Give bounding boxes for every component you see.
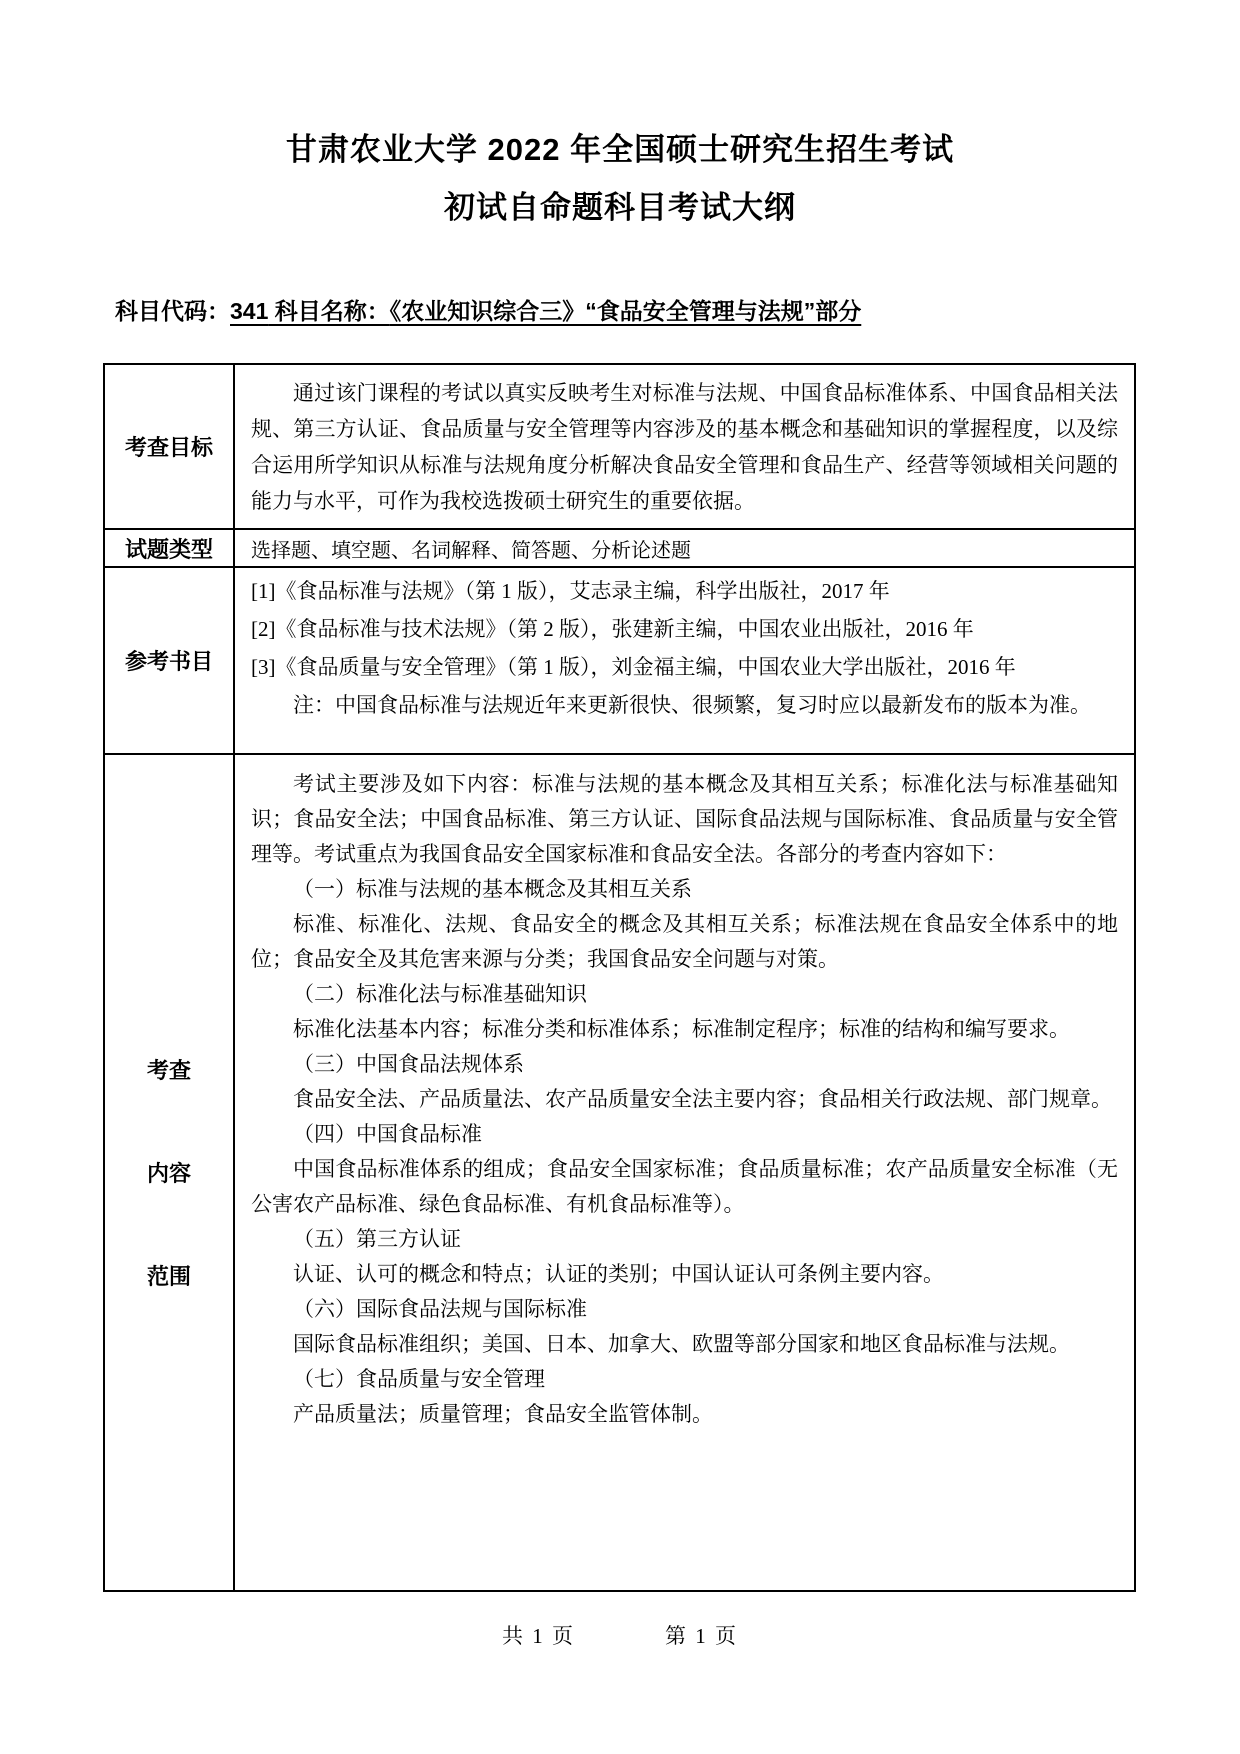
document-title-line2: 初试自命题科目考试大纲 — [444, 190, 796, 225]
footer-total-pages: 共 1 页 — [502, 1624, 575, 1648]
row-label-exam-scope — [105, 755, 235, 1590]
scope-label-word: 考查 — [146, 1058, 191, 1083]
scope-section-body: 标准、标准化、法规、食品安全的概念及其相互关系；标准法规在食品安全体系中的地位；食品安全及其危害来源与分类；我国食品安全问题与对策。 — [251, 912, 1118, 971]
question-types-text: 选择题、填空题、名词解释、简答题、分析论述题 — [251, 539, 691, 562]
scope-section-body: 产品质量法；质量管理；食品安全监管体制。 — [293, 1402, 713, 1426]
subject-code-label: 科目代码： — [115, 298, 230, 324]
exam-goals-cell — [235, 365, 1134, 530]
question-types-cell — [235, 530, 1134, 568]
scope-section-body: 国际食品标准组织；美国、日本、加拿大、欧盟等部分国家和地区食品标准与法规。 — [293, 1332, 1070, 1356]
subject-line — [115, 293, 1140, 326]
reference-item: [1]《食品标准与法规》（第 1 版），艾志录主编，科学出版社，2017 年 — [251, 579, 890, 603]
scope-section-heading: （三）中国食品法规体系 — [293, 1052, 524, 1076]
document-title-line1: 甘肃农业大学 2022 年全国硕士研究生招生考试 — [285, 132, 955, 167]
references-cell — [235, 568, 1134, 755]
row-label-references: 参考书目 — [105, 568, 235, 755]
subject-name: 《农业知识综合三》“食品安全管理与法规”部分 — [389, 298, 862, 324]
reference-item: [2]《食品标准与技术法规》（第 2 版），张建新主编，中国农业出版社，2016 年 — [251, 617, 974, 641]
scope-section-body: 标准化法基本内容；标准分类和标准体系；标准制定程序；标准的结构和编写要求。 — [293, 1017, 1070, 1041]
scope-label-word: 内容 — [146, 1161, 191, 1186]
reference-note: 注：中国食品标准与法规近年来更新很快、很频繁，复习时应以最新发布的版本为准。 — [293, 693, 1091, 717]
scope-section-body: 食品安全法、产品质量法、农产品质量安全法主要内容；食品相关行政法规、部门规章。 — [293, 1087, 1112, 1111]
scope-section-heading: （一）标准与法规的基本概念及其相互关系 — [293, 877, 692, 901]
scope-section-heading: （四）中国食品标准 — [293, 1122, 482, 1146]
syllabus-table — [103, 363, 1136, 1592]
subject-name-label: 科目名称： — [268, 298, 390, 324]
scope-section-heading: （六）国际食品法规与国际标准 — [293, 1297, 587, 1321]
row-label-question-types: 试题类型 — [105, 530, 235, 568]
scope-section-heading: （二）标准化法与标准基础知识 — [293, 982, 587, 1006]
scope-section-heading: （七）食品质量与安全管理 — [293, 1367, 545, 1391]
page-footer — [0, 1620, 1240, 1650]
exam-goals-text: 通过该门课程的考试以真实反映考生对标准与法规、中国食品标准体系、中国食品相关法规、第三方认证、食品质量与安全管理等内容涉及的基本概念和基础知识的掌握程度，以及综合运用所学知识从标准与法规角度分析解决食品安全管理和食品生产、经营等领域相关问题的能力与水平，可作为我校选拨硕士研究生的重要依据。 — [251, 381, 1118, 513]
scope-intro: 考试主要涉及如下内容：标准与法规的基本概念及其相互关系；标准化法与标准基础知识；食品安全法；中国食品标准、第三方认证、国际食品法规与国际标准、食品质量与安全管理等。考试重点为我国食品安全国家标准和食品安全法。各部分的考查内容如下： — [251, 772, 1118, 866]
exam-scope-cell — [235, 755, 1134, 1590]
footer-current-page: 第 1 页 — [665, 1624, 738, 1648]
subject-code: 341 — [230, 298, 269, 324]
scope-section-heading: （五）第三方认证 — [293, 1227, 461, 1251]
reference-item: [3]《食品质量与安全管理》（第 1 版），刘金福主编，中国农业大学出版社，2016 年 — [251, 655, 1016, 679]
row-label-exam-goals: 考查目标 — [105, 365, 235, 530]
scope-label-word: 范围 — [146, 1264, 191, 1289]
scope-section-body: 中国食品标准体系的组成；食品安全国家标准；食品质量标准；农产品质量安全标准（无公害农产品标准、绿色食品标准、有机食品标准等）。 — [251, 1157, 1118, 1216]
scope-section-body: 认证、认可的概念和特点；认证的类别；中国认证认可条例主要内容。 — [293, 1262, 944, 1286]
